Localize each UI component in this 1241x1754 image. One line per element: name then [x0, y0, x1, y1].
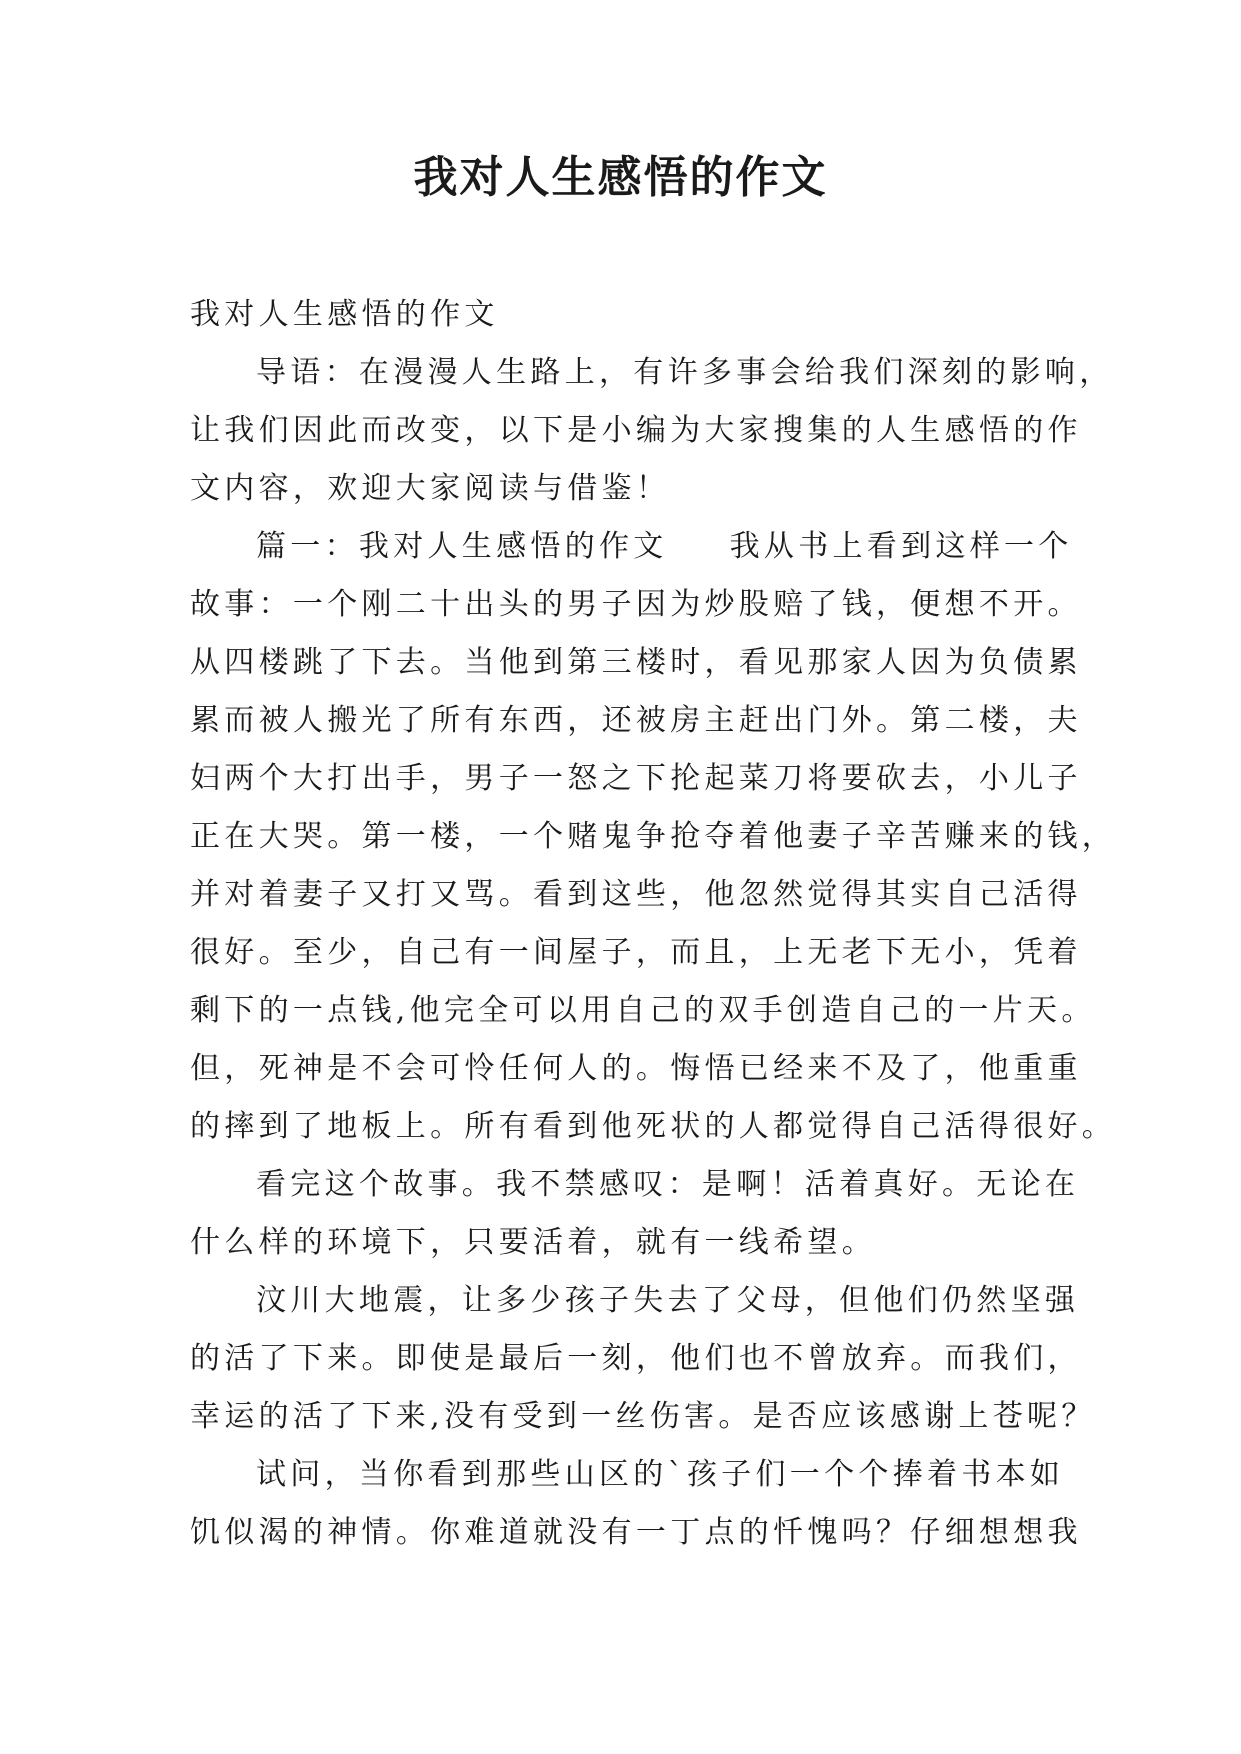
body-line: 汶川大地震，让多少孩子失去了父母，但他们仍然坚强	[256, 1283, 1080, 1318]
body-line: 文内容，欢迎大家阅读与借鉴！	[190, 471, 671, 506]
section-heading: 篇一：我对人生感悟的作文	[256, 529, 668, 564]
body-line: 的摔到了地板上。所有看到他死状的人都觉得自己活得很好。	[190, 1109, 1117, 1144]
body-line: 很好。至少，自己有一间屋子，而且，上无老下无小，凭着	[190, 935, 1082, 970]
body-line: 妇两个大打出手，男子一怒之下抡起菜刀将要砍去，小儿子	[190, 761, 1082, 796]
body-line: 故事：一个刚二十出头的男子因为炒股赔了钱，便想不开。	[190, 587, 1082, 622]
body-line: 的活了下来。即使是最后一刻，他们也不曾放弃。而我们，	[190, 1341, 1082, 1376]
body-line: 剩下的一点钱,他完全可以用自己的双手创造自己的一片天。	[190, 993, 1096, 1028]
body-line: 什么样的环境下，只要活着，就有一线希望。	[190, 1225, 876, 1260]
body-line: 试问，当你看到那些山区的`孩子们一个个捧着书本如	[256, 1457, 1065, 1492]
body-line: 并对着妻子又打又骂。看到这些，他忽然觉得其实自己活得	[190, 877, 1082, 912]
body-line: 导语：在漫漫人生路上，有许多事会给我们深刻的影响，	[256, 355, 1114, 390]
document-body	[190, 286, 1117, 1562]
body-line: 让我们因此而改变，以下是小编为大家搜集的人生感悟的作	[190, 413, 1082, 448]
body-line-subtitle: 我对人生感悟的作文	[190, 297, 499, 332]
section-text: 我从书上看到这样一个	[729, 529, 1073, 564]
body-line: 看完这个故事。我不禁感叹：是啊！活着真好。无论在	[256, 1167, 1080, 1202]
body-line: 饥似渴的神情。你难道就没有一丁点的忏愧吗？仔细想想我	[190, 1515, 1082, 1550]
body-line: 正在大哭。第一楼，一个赌鬼争抢夺着他妻子辛苦赚来的钱，	[190, 819, 1117, 854]
body-line: 从四楼跳了下去。当他到第三楼时，看见那家人因为负债累	[190, 645, 1082, 680]
body-line: 但，死神是不会可怜任何人的。悔悟已经来不及了，他重重	[190, 1051, 1082, 1086]
body-line-section-heading	[190, 518, 1073, 576]
body-line: 累而被人搬光了所有东西，还被房主赶出门外。第二楼，夫	[190, 703, 1082, 738]
body-line: 幸运的活了下来,没有受到一丝伤害。是否应该感谢上苍呢？	[190, 1399, 1096, 1434]
document-title: 我对人生感悟的作文	[413, 152, 828, 203]
